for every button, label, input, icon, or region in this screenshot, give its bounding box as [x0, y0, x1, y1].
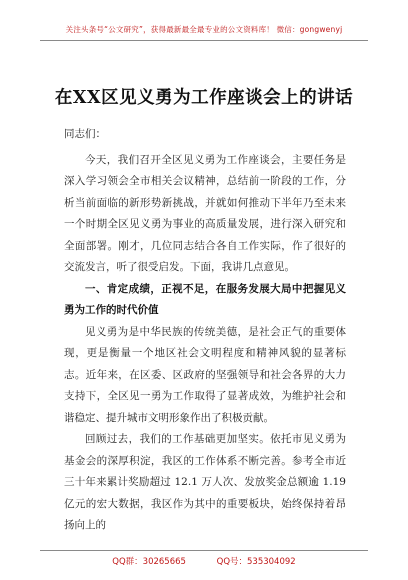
header-ad-text: 关注头条号“公文研究”，获得最新最全最专业的公文资料库！ 微信：gongwenyj [65, 25, 343, 34]
document-body [64, 124, 346, 537]
footer-divider [40, 550, 368, 551]
section-heading: 一、肯定成绩，正视不足，在服务发展大局中把握见义勇为工作的时代价值 [64, 282, 346, 316]
header-divider [40, 40, 368, 41]
paragraph: 回顾过去，我们的工作基础更加坚实。依托市见义勇为基金会的深厚积淀，我区的工作体系不断完善。参考全市近三十年来累计奖励超过 12.1 万人次、发放奖金总额逾 1.19 亿元的宏大数据，我区作为其中的重要板块，始终保持着昂扬向上的 [64, 433, 346, 531]
footer-contact [0, 555, 408, 567]
document-title: 在XX区见义勇为工作座谈会上的讲话 [54, 88, 354, 108]
paragraph: 见义勇为是中华民族的传统美德，是社会正气的重要体现，更是衡量一个地区社会文明程度和精神风貌的显著标志。近年来，在区委、区政府的坚强领导和社会各界的大力支持下，全区见一勇为工作取得了显著成效，为维护社会和谐稳定、提升城市文明形象作出了积极贡献。 [64, 325, 346, 424]
qq-group-text: QQ群：30265665 [112, 557, 186, 567]
paragraph: 今天，我们召开全区见义勇为工作座谈会，主要任务是深入学习领会全市相关会议精神，总结前一阶段的工作，分析当前面临的新形势新挑战，并就如何推动下半年乃至未来一个时期全区见义勇为事业的高质量发展，进行深入研究和全面部署。刚才，几位同志结合各自工作实际，作了很好的交流发言，听了很受启发。下面，我讲几点意见。 [64, 153, 346, 273]
qq-number-text: QQ号：535304092 [216, 557, 296, 567]
salutation: 同志们： [64, 128, 106, 140]
